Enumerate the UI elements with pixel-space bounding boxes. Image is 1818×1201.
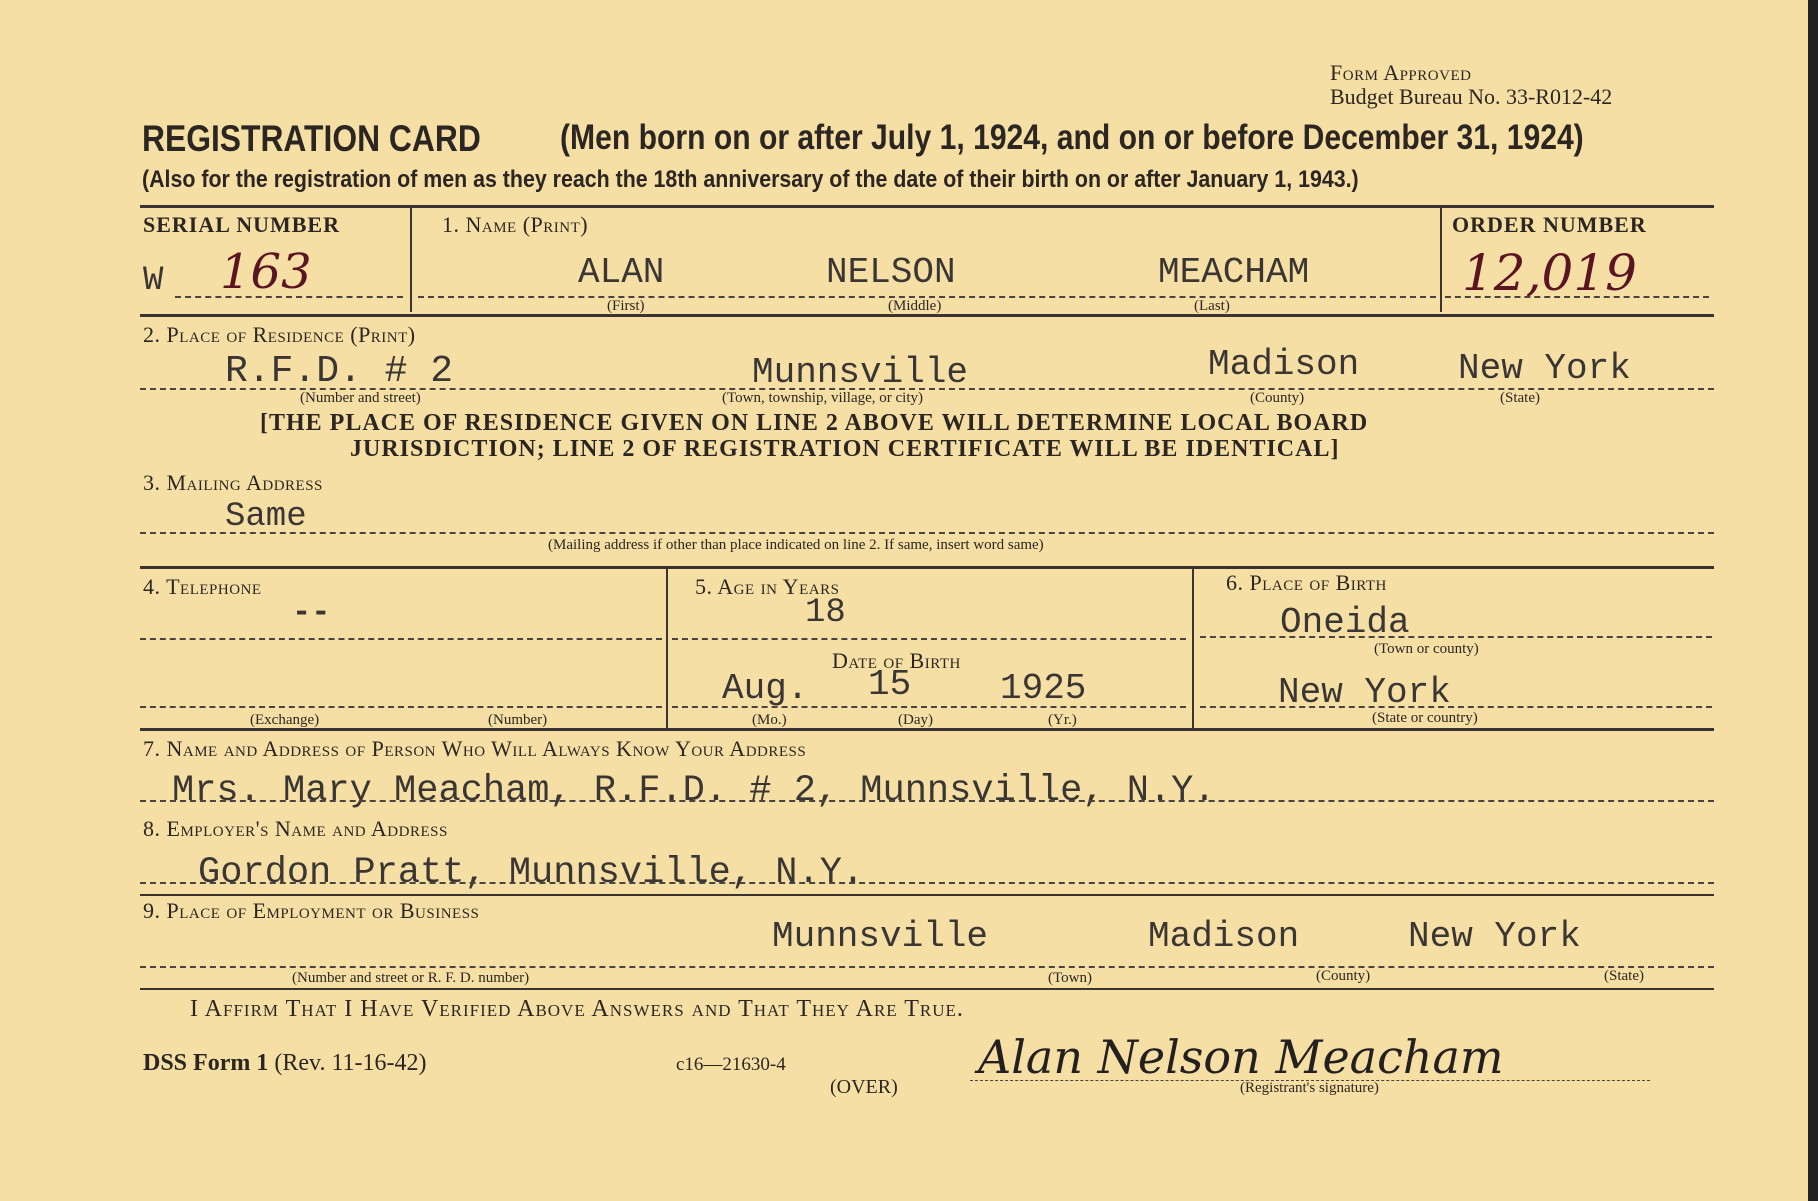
birth-year: 1925 bbox=[1000, 668, 1087, 709]
order-number-label: ORDER NUMBER bbox=[1452, 212, 1647, 237]
signature-caption: (Registrant's signature) bbox=[1240, 1080, 1379, 1096]
birth-month-caption: (Mo.) bbox=[752, 712, 787, 728]
employment-county: Madison bbox=[1148, 916, 1300, 957]
last-caption: (Last) bbox=[1194, 298, 1230, 314]
name-label: 1. Name (Print) bbox=[442, 212, 589, 237]
contact-value: Mrs. Mary Meacham, R.F.D. # 2, Munnsville, N.Y. bbox=[172, 770, 1216, 812]
date-of-birth-label: Date of Birth bbox=[832, 648, 961, 673]
birth-state: New York bbox=[1278, 672, 1451, 713]
age-value: 18 bbox=[805, 594, 846, 632]
telephone-exchange-caption: (Exchange) bbox=[250, 712, 320, 728]
budget-bureau-label: Budget Bureau No. 33-R012-42 bbox=[1330, 84, 1613, 109]
serial-prefix: W bbox=[143, 262, 164, 300]
residence-county: Madison bbox=[1208, 344, 1360, 385]
residence-notice-line2: JURISDICTION; LINE 2 OF REGISTRATION CERTIFICATE WILL BE IDENTICAL] bbox=[350, 436, 1340, 462]
employer-value: Gordon Pratt, Munnsville, N.Y. bbox=[198, 852, 865, 894]
divider bbox=[666, 568, 668, 728]
divider bbox=[1192, 568, 1194, 728]
form-approved-label: Form Approved bbox=[1330, 60, 1472, 85]
rule bbox=[140, 314, 1714, 317]
telephone-number-caption: (Number) bbox=[488, 712, 548, 728]
residence-state-caption: (State) bbox=[1500, 390, 1540, 406]
residence-notice-line1: [THE PLACE OF RESIDENCE GIVEN ON LINE 2 ABOVE WILL DETERMINE LOCAL BOARD bbox=[260, 410, 1369, 436]
birth-town-caption: (Town or county) bbox=[1374, 641, 1479, 657]
last-name: MEACHAM bbox=[1158, 252, 1310, 293]
telephone-label: 4. Telephone bbox=[143, 574, 262, 599]
middle-name: NELSON bbox=[826, 252, 956, 293]
employment-street-caption: (Number and street or R. F. D. number) bbox=[292, 970, 530, 986]
first-caption: (First) bbox=[607, 298, 645, 314]
rule bbox=[140, 205, 1714, 208]
rule bbox=[140, 894, 1714, 896]
employer-label: 8. Employer's Name and Address bbox=[143, 816, 448, 841]
birth-town: Oneida bbox=[1280, 602, 1410, 643]
affirmation-text: I Affirm That I Have Verified Above Answers and That They Are True. bbox=[190, 996, 964, 1022]
place-of-birth-label: 6. Place of Birth bbox=[1226, 570, 1387, 595]
rule bbox=[1200, 636, 1712, 638]
mailing-address-value: Same bbox=[225, 498, 307, 536]
residence-label: 2. Place of Residence (Print) bbox=[143, 322, 416, 347]
employment-county-caption: (County) bbox=[1316, 968, 1371, 984]
residence-street: R.F.D. # 2 bbox=[225, 350, 454, 393]
birth-state-caption: (State or country) bbox=[1372, 710, 1478, 726]
registrant-signature: Alan Nelson Meacham bbox=[978, 1030, 1504, 1084]
residence-state: New York bbox=[1458, 348, 1631, 389]
employment-town-caption: (Town) bbox=[1048, 970, 1092, 986]
divider bbox=[1440, 206, 1442, 312]
rule bbox=[140, 638, 662, 640]
rule bbox=[140, 800, 1714, 802]
birth-day: 15 bbox=[868, 664, 912, 705]
form-id: DSS Form 1 (Rev. 11-16-42) bbox=[143, 1050, 427, 1076]
rule bbox=[140, 966, 1714, 968]
residence-town: Munnsville bbox=[752, 352, 969, 393]
residence-county-caption: (County) bbox=[1250, 390, 1305, 406]
rule bbox=[672, 638, 1186, 640]
over-label: (OVER) bbox=[830, 1076, 898, 1098]
birth-day-caption: (Day) bbox=[898, 712, 933, 728]
middle-caption: (Middle) bbox=[888, 298, 942, 314]
birth-month: Aug. bbox=[722, 668, 809, 709]
mailing-address-caption: (Mailing address if other than place indicated on line 2. If same, insert word same) bbox=[548, 537, 1044, 553]
card-subtitle: (Men born on or after July 1, 1924, and on or before December 31, 1924) bbox=[560, 118, 1584, 157]
rule bbox=[140, 566, 1714, 569]
rule bbox=[175, 296, 403, 298]
employment-state-caption: (State) bbox=[1604, 968, 1644, 984]
serial-number-value: 163 bbox=[220, 244, 312, 300]
contact-label: 7. Name and Address of Person Who Will Always Know Your Address bbox=[143, 736, 807, 761]
rule bbox=[672, 706, 1186, 708]
telephone-value: -- bbox=[292, 594, 331, 631]
employment-town: Munnsville bbox=[772, 916, 989, 957]
mailing-address-label: 3. Mailing Address bbox=[143, 470, 323, 495]
print-code: c16—21630-4 bbox=[676, 1054, 786, 1075]
order-number-value: 12,019 bbox=[1462, 244, 1637, 302]
scan-edge bbox=[1808, 0, 1818, 1201]
employment-label: 9. Place of Employment or Business bbox=[143, 898, 480, 923]
rule bbox=[140, 882, 1714, 884]
card-subtitle-2: (Also for the registration of men as they reach the 18th anniversary of the date of their birth on or after January 1, 1943.) bbox=[142, 166, 1359, 193]
residence-street-caption: (Number and street) bbox=[300, 390, 421, 406]
residence-town-caption: (Town, township, village, or city) bbox=[722, 390, 923, 406]
divider bbox=[410, 206, 412, 312]
rule bbox=[1200, 706, 1712, 708]
birth-year-caption: (Yr.) bbox=[1048, 712, 1077, 728]
rule bbox=[140, 706, 662, 708]
first-name: ALAN bbox=[578, 252, 665, 293]
serial-number-label: SERIAL NUMBER bbox=[143, 212, 340, 237]
age-label: 5. Age in Years bbox=[695, 574, 840, 599]
rule bbox=[140, 728, 1714, 731]
rule bbox=[1445, 296, 1709, 298]
rule bbox=[140, 532, 1714, 534]
rule bbox=[140, 988, 1714, 990]
employment-state: New York bbox=[1408, 916, 1581, 957]
card-title: REGISTRATION CARD bbox=[142, 118, 481, 159]
